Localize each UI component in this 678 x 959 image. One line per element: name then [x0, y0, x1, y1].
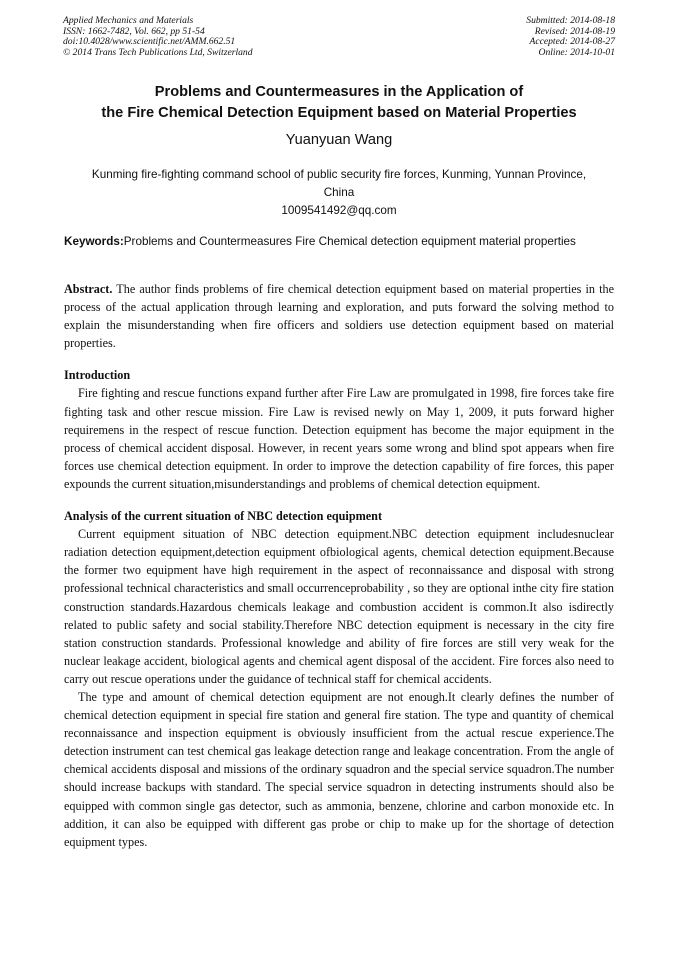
abstract [64, 280, 614, 352]
author-name: Yuanyuan Wang [285, 132, 393, 148]
spacer [64, 493, 614, 507]
keywords-label: Keywords: [64, 235, 124, 248]
publication-dates [526, 16, 615, 58]
date-online: Online: 2014-10-01 [538, 46, 615, 58]
journal-issn: ISSN: 1662-7482, Vol. 662, pp 51-54 [63, 25, 205, 37]
paper-title [40, 82, 638, 124]
title-line-1: Problems and Countermeasures in the Application of [154, 84, 524, 100]
journal-info [63, 16, 253, 58]
date-submitted: Submitted: 2014-08-18 [526, 15, 615, 26]
author-email: 1009541492@qq.com [281, 204, 397, 217]
date-revised: Revised: 2014-08-19 [534, 25, 615, 37]
journal-copyright: © 2014 Trans Tech Publications Ltd, Switzerland [63, 46, 253, 58]
introduction-paragraph: Fire fighting and rescue functions expand further after Fire Law are promulgated in 1998, fire forces take fire fighting task and other rescue mission. Fire Law is revised newly on May 1, 2009, it puts forward higher requiremens in the respect of rescue function. Detection equipment has become the major equipment in the process of chemical accident disposal. However, in recent years some wrong and blind spot appears when fire forces use chemical detection equipment. In order to improve the detection capability of fire forces, this paper expounds the current situation,misunderstandings and problems of chemical detection equipment. [64, 386, 614, 491]
abstract-text: The author finds problems of fire chemical detection equipment based on material properties in the process of the actual application through learning and exploration, and puts forward the solving method to explain the misunderstanding when fire officers and soldiers use detection equipment based on material properties. [64, 282, 614, 351]
analysis-heading: Analysis of the current situation of NBC detection equipment [64, 509, 382, 524]
keywords-text: Problems and Countermeasures Fire Chemical detection equipment material properties [123, 235, 576, 248]
introduction-heading: Introduction [64, 368, 131, 383]
keywords [64, 233, 614, 250]
journal-name: Applied Mechanics and Materials [63, 15, 194, 26]
affiliation-line-2: China [323, 186, 355, 199]
spacer [64, 352, 614, 366]
affiliation [64, 166, 614, 220]
analysis-paragraph-1: Current equipment situation of NBC detection equipment.NBC detection equipment includesnuclear radiation detection equipment,detection equipment ofbiological agents, chemical detection equipment.Because the former two equipment have high requirement in the aspect of reconnaissance and disposal with strong professional technical characteristics and small occurrenceprobability , so they are optional inthe city fire station construction standards.Hazardous chemicals leakage and combustion accident is common.It also isdirectly related to public safety and social stability.Therefore NBC detection equipment is necessary in the city fire station construction standards. Professional knowledge and ability of fire forces are still very weak for the nuclear leakage accident, biological agents and chemical agent disposal of the accident. Fire forces also need to carry out rescue operations under the guidance of technical staff for chemical accidents. [64, 527, 614, 686]
date-accepted: Accepted: 2014-08-27 [529, 36, 615, 48]
affiliation-line-1: Kunming fire-fighting command school of public security fire forces, Kunming, Yunnan Province, [91, 168, 587, 181]
title-line-2: the Fire Chemical Detection Equipment based on Material Properties [101, 105, 577, 121]
abstract-label: Abstract. [64, 282, 113, 296]
journal-doi: doi:10.4028/www.scientific.net/AMM.662.51 [63, 36, 236, 48]
paper-body [64, 280, 614, 851]
analysis-paragraph-2: The type and amount of chemical detection equipment are not enough.It clearly defines the number of chemical detection equipment in special fire station and general fire station. The type and quantity of chemical reconnaissance and inspection equipment is obviously insufficient from the actual rescue experience.The detection instrument can test chemical gas leakage detection range and leakage concentration. From the angle of chemical accidents disposal and missions of the ordinary squadron and the special service squadron.The number should increase backups with standard. The special service squadron in detecting instruments should also be equipped with common single gas detector, such as ammonia, benzene, chlorine and carbon monoxide etc. In addition, it can also be equipped with different gas probe or chip to make up for the shortage of detection equipment types. [64, 689, 614, 849]
